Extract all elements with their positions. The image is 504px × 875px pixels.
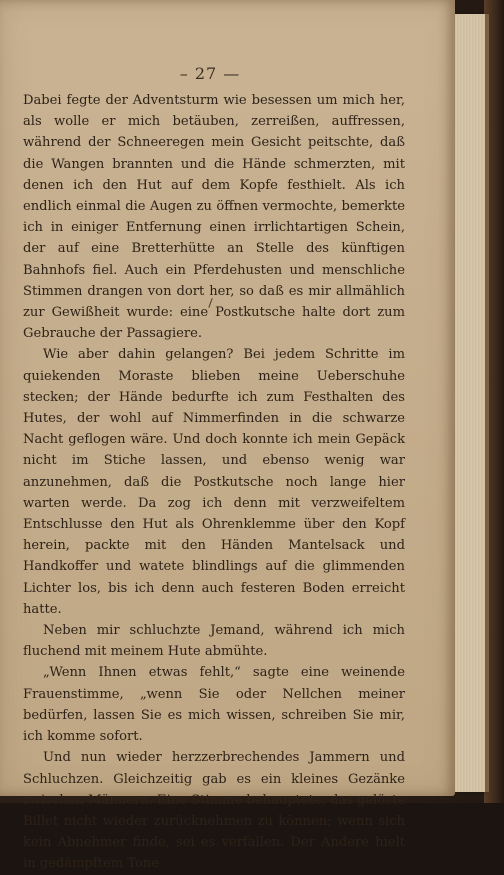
paragraph-4: „Wenn Ihnen etwas fehlt,“ sagte eine weinende Frauenstimme, „wenn Sie oder Nellchen meiner bedürfen, lassen Sie es mich wissen, schreiben Sie mir, ich komme sofort. [23, 665, 405, 745]
page-edges [455, 14, 489, 792]
body-text [23, 90, 405, 875]
page-number-header: – 27 — [179, 64, 241, 83]
paragraph-1: Dabei fegte der Adventsturm wie besessen um mich her, als wolle er mich betäuben, zerreißen, auffressen, während der Schneeregen mein Gesicht peitschte, daß die Wangen brannten und die Hände schmerzten, mit denen ich den Hut auf dem Kopfe festhielt. Als ich endlich einmal die Augen zu öffnen vermochte, bemerkte ich in einiger Entfernung einen irrlichtartigen Schein, der auf eine Bretterhütte an Stelle des künftigen Bahnhofs fiel. Auch ein Pferdehusten und menschliche Stimmen drangen von dort her, so daß es mir allmählich zur Gewißheit wurde: eine Postkutsche halte dort zum Gebrauche der Passagiere. [23, 93, 405, 342]
paragraph-2: Wie aber dahin gelangen? Bei jedem Schritte im quiekenden Moraste blieben meine Ueberschuhe stecken; der Hände bedurfte ich zum Festhalten des Hutes, der wohl auf Nimmerfinden in die schwarze Nacht geflogen wäre. Und doch konnte ich mein Gepäck nicht im Stiche lassen, und ebenso wenig war anzunehmen, daß die Postkutsche noch lange hier warten werde. Da zog ich denn mit verzweifeltem Entschlusse den Hut als Ohrenklemme über den Kopf herein, packte mit den Händen Mantelsack und Handkoffer und watete blindlings auf die glimmenden Lichter los, bis ich denn auch festeren Boden erreicht hatte. [23, 347, 405, 617]
paragraph-5: Und nun wieder herzzerbrechendes Jammern und Schluchzen. Gleichzeitig gab es ein kleines Gezänke zwischen Männern. Eine Stimme behauptete, das gelöste Billet nicht wieder zurücknehmen zu können; wenn sich kein Abnehmer finde, sei es verfallen. Der Andere hielt in gedämpftem Tone [23, 750, 405, 872]
paragraph-3: Neben mir schluchzte Jemand, während ich mich fluchend mit meinem Hute abmühte. [23, 623, 405, 660]
